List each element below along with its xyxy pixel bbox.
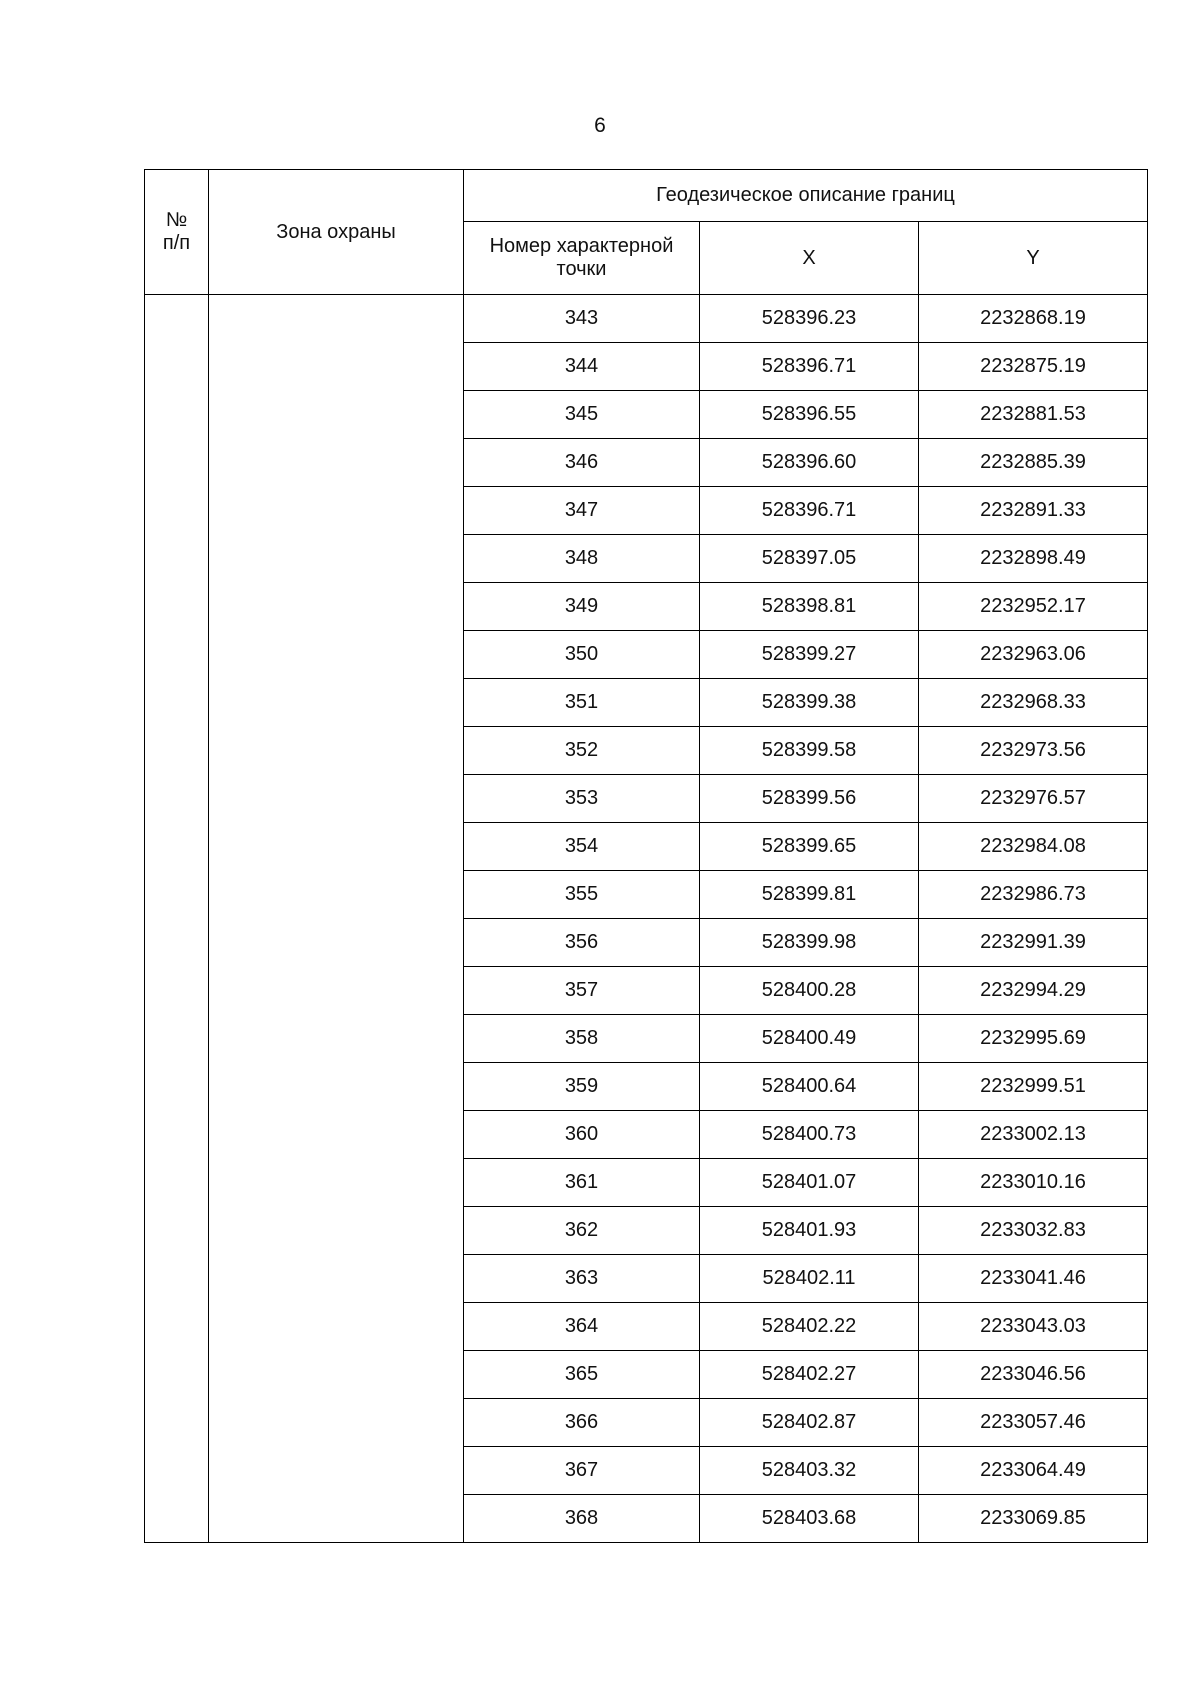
cell-point: 344 <box>464 343 700 391</box>
cell-y: 2233069.85 <box>919 1495 1148 1543</box>
cell-x: 528396.55 <box>700 391 919 439</box>
header-point-number-label: Номер характерной точки <box>489 235 674 280</box>
cell-point: 343 <box>464 295 700 343</box>
header-geodetic-description: Геодезическое описание границ <box>464 170 1148 222</box>
cell-point: 361 <box>464 1159 700 1207</box>
header-x: X <box>700 222 919 295</box>
cell-y: 2232968.33 <box>919 679 1148 727</box>
cell-y: 2232898.49 <box>919 535 1148 583</box>
cell-y: 2233043.03 <box>919 1303 1148 1351</box>
cell-x: 528399.38 <box>700 679 919 727</box>
cell-y: 2232986.73 <box>919 871 1148 919</box>
cell-point: 352 <box>464 727 700 775</box>
cell-point: 364 <box>464 1303 700 1351</box>
cell-x: 528396.71 <box>700 487 919 535</box>
cell-x: 528400.64 <box>700 1063 919 1111</box>
cell-y: 2233010.16 <box>919 1159 1148 1207</box>
cell-point: 347 <box>464 487 700 535</box>
cell-x: 528403.68 <box>700 1495 919 1543</box>
cell-point: 362 <box>464 1207 700 1255</box>
cell-y: 2232995.69 <box>919 1015 1148 1063</box>
cell-point: 363 <box>464 1255 700 1303</box>
header-num <box>145 170 209 295</box>
cell-y: 2232991.39 <box>919 919 1148 967</box>
cell-point: 360 <box>464 1111 700 1159</box>
cell-x: 528403.32 <box>700 1447 919 1495</box>
cell-point: 351 <box>464 679 700 727</box>
coordinates-table <box>144 169 1148 1543</box>
cell-x: 528400.28 <box>700 967 919 1015</box>
page-number: 6 <box>594 114 606 137</box>
cell-y: 2233057.46 <box>919 1399 1148 1447</box>
cell-y: 2232881.53 <box>919 391 1148 439</box>
cell-y: 2232891.33 <box>919 487 1148 535</box>
cell-x: 528397.05 <box>700 535 919 583</box>
cell-y: 2232885.39 <box>919 439 1148 487</box>
cell-point: 355 <box>464 871 700 919</box>
cell-point: 368 <box>464 1495 700 1543</box>
table-row <box>145 295 1148 343</box>
cell-x: 528396.71 <box>700 343 919 391</box>
cell-point: 367 <box>464 1447 700 1495</box>
cell-x: 528399.58 <box>700 727 919 775</box>
cell-y: 2232976.57 <box>919 775 1148 823</box>
cell-x: 528399.27 <box>700 631 919 679</box>
cell-point: 353 <box>464 775 700 823</box>
cell-point: 357 <box>464 967 700 1015</box>
cell-y: 2233064.49 <box>919 1447 1148 1495</box>
cell-y: 2232984.08 <box>919 823 1148 871</box>
cell-x: 528402.22 <box>700 1303 919 1351</box>
cell-point: 349 <box>464 583 700 631</box>
cell-y: 2232963.06 <box>919 631 1148 679</box>
cell-x: 528396.60 <box>700 439 919 487</box>
cell-x: 528399.81 <box>700 871 919 919</box>
table-body <box>145 295 1148 1543</box>
cell-point: 354 <box>464 823 700 871</box>
cell-point: 359 <box>464 1063 700 1111</box>
cell-y: 2233041.46 <box>919 1255 1148 1303</box>
cell-y: 2233046.56 <box>919 1351 1148 1399</box>
cell-y: 2232875.19 <box>919 343 1148 391</box>
header-zone: Зона охраны <box>209 170 464 295</box>
cell-x: 528398.81 <box>700 583 919 631</box>
cell-x: 528400.49 <box>700 1015 919 1063</box>
row-group-zone-cell <box>209 295 464 1543</box>
cell-x: 528402.27 <box>700 1351 919 1399</box>
header-point-number <box>464 222 700 295</box>
cell-x: 528401.93 <box>700 1207 919 1255</box>
cell-y: 2232973.56 <box>919 727 1148 775</box>
cell-point: 345 <box>464 391 700 439</box>
header-num-label: № п/п <box>162 209 191 254</box>
cell-x: 528402.11 <box>700 1255 919 1303</box>
cell-point: 366 <box>464 1399 700 1447</box>
cell-x: 528399.56 <box>700 775 919 823</box>
cell-x: 528396.23 <box>700 295 919 343</box>
cell-point: 348 <box>464 535 700 583</box>
cell-y: 2232999.51 <box>919 1063 1148 1111</box>
cell-y: 2232952.17 <box>919 583 1148 631</box>
cell-x: 528402.87 <box>700 1399 919 1447</box>
cell-y: 2233032.83 <box>919 1207 1148 1255</box>
cell-point: 356 <box>464 919 700 967</box>
row-group-num-cell <box>145 295 209 1543</box>
cell-x: 528400.73 <box>700 1111 919 1159</box>
cell-x: 528399.65 <box>700 823 919 871</box>
cell-y: 2233002.13 <box>919 1111 1148 1159</box>
cell-x: 528401.07 <box>700 1159 919 1207</box>
cell-y: 2232868.19 <box>919 295 1148 343</box>
cell-x: 528399.98 <box>700 919 919 967</box>
cell-point: 346 <box>464 439 700 487</box>
cell-point: 365 <box>464 1351 700 1399</box>
header-y: Y <box>919 222 1148 295</box>
cell-point: 350 <box>464 631 700 679</box>
cell-y: 2232994.29 <box>919 967 1148 1015</box>
cell-point: 358 <box>464 1015 700 1063</box>
